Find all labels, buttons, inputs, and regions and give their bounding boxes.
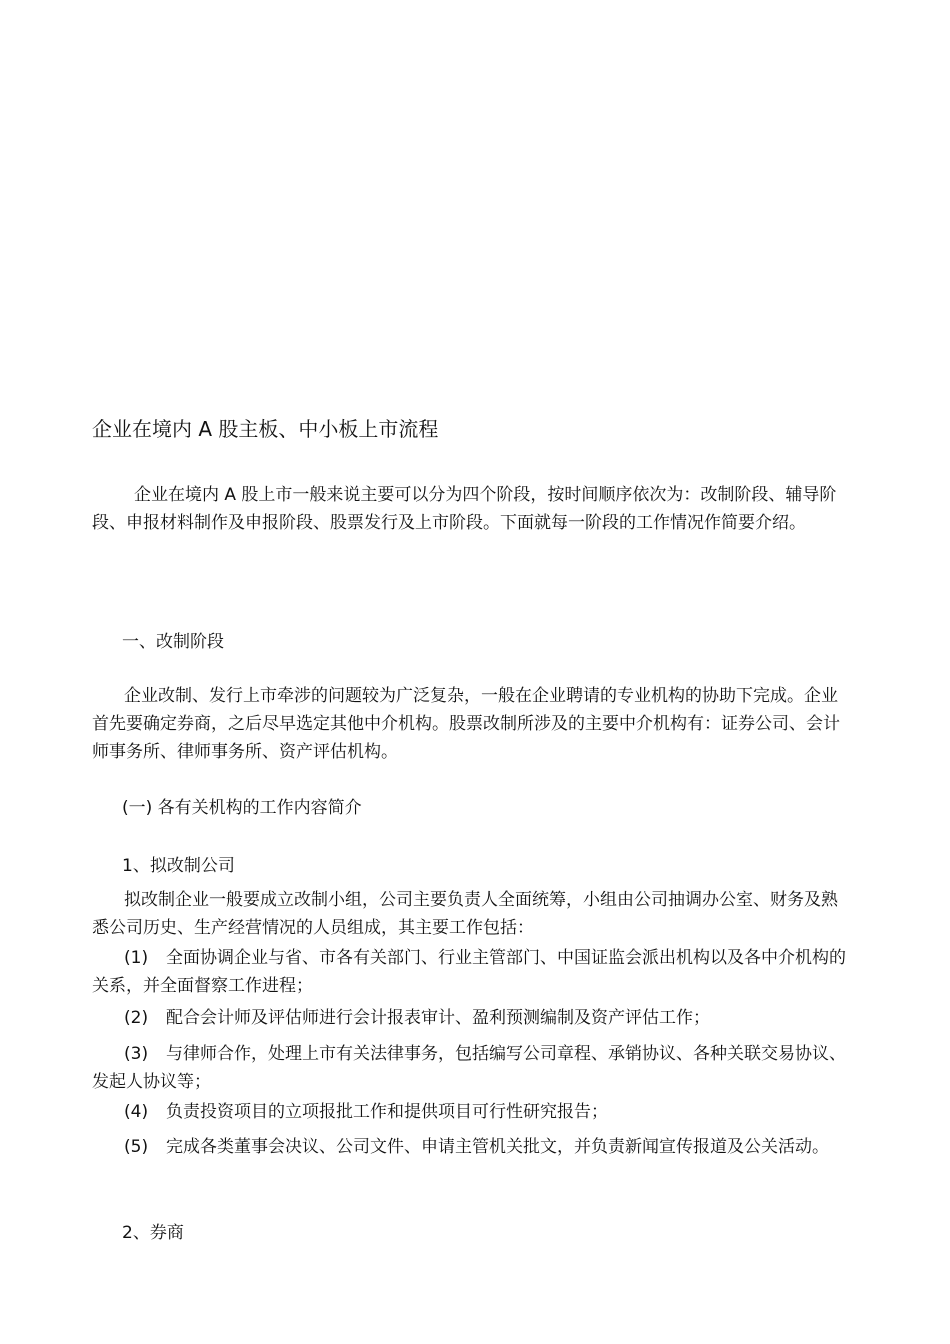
task-item xyxy=(92,1004,852,1032)
task-text: 全面协调企业与省、市各有关部门、行业主管部门、中国证监会派出机构以及各中介机构的关系，并全面督察工作进程； xyxy=(92,948,846,996)
task-text: 与律师合作，处理上市有关法律事务，包括编写公司章程、承销协议、各种关联交易协议、发起人协议等； xyxy=(92,1044,846,1092)
document-title: 企业在境内 A 股主板、中小板上市流程 xyxy=(92,417,439,441)
subsection-heading-agencies: (一) 各有关机构的工作内容简介 xyxy=(122,798,362,818)
intro-paragraph: 企业在境内 A 股上市一般来说主要可以分为四个阶段，按时间顺序依次为：改制阶段、辅导阶段、申报材料制作及申报阶段、股票发行及上市阶段。下面就每一阶段的工作情况作简要介绍。 xyxy=(92,485,837,533)
task-item xyxy=(92,1040,852,1096)
task-item xyxy=(92,1133,852,1161)
task-number: (2) xyxy=(124,1008,149,1028)
company-paragraph: 拟改制企业一般要成立改制小组，公司主要负责人全面统筹，小组由公司抽调办公室、财务及熟悉公司历史、生产经营情况的人员组成，其主要工作包括： xyxy=(92,890,838,938)
task-number: (3) xyxy=(124,1044,149,1064)
task-text: 完成各类董事会决议、公司文件、申请主管机关批文，并负责新闻宣传报道及公关活动。 xyxy=(166,1137,829,1157)
task-number: (1) xyxy=(124,948,149,968)
task-item xyxy=(92,944,852,1000)
task-text: 负责投资项目的立项报批工作和提供项目可行性研究报告； xyxy=(166,1102,608,1122)
task-number: (5) xyxy=(124,1137,149,1157)
item-heading-broker: 2、券商 xyxy=(122,1223,184,1243)
restructuring-paragraph: 企业改制、发行上市牵涉的问题较为广泛复杂，一般在企业聘请的专业机构的协助下完成。企业首先要确定券商，之后尽早选定其他中介机构。股票改制所涉及的主要中介机构有：证券公司、会计师事务所、律师事务所、资产评估机构。 xyxy=(92,686,840,762)
item-heading-company: 1、拟改制公司 xyxy=(122,856,235,876)
task-number: (4) xyxy=(124,1102,149,1122)
section-heading-restructuring: 一、改制阶段 xyxy=(122,632,224,652)
task-item xyxy=(92,1098,852,1126)
task-text: 配合会计师及评估师进行会计报表审计、盈利预测编制及资产评估工作； xyxy=(166,1008,710,1028)
